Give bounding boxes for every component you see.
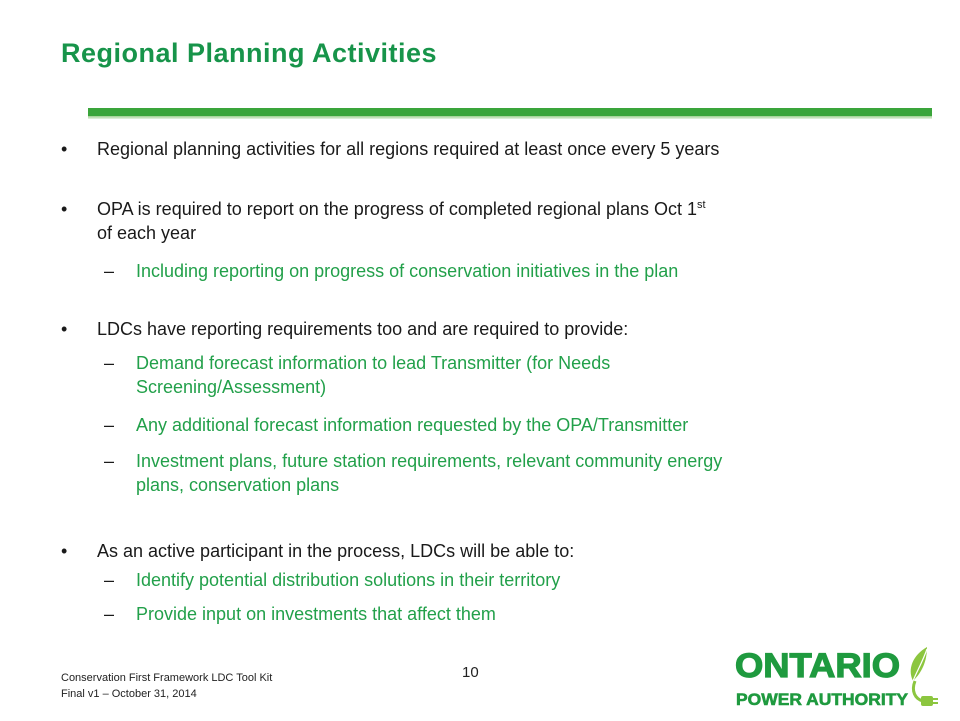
logo-wordmark-ontario: ONTARIO [735, 647, 900, 685]
page-number: 10 [462, 664, 479, 681]
sub-bullet-text-line2: Screening/Assessment) [136, 377, 327, 397]
sub-bullet-item [104, 351, 944, 399]
sub-bullet-item [104, 449, 944, 497]
dash-marker: – [104, 261, 115, 281]
logo-graphic [735, 641, 945, 716]
dash-marker: – [104, 415, 115, 435]
bullet-text: Regional planning activities for all regions required at least once every 5 years [97, 139, 720, 159]
bullet-item [61, 317, 941, 341]
bullet-marker: • [61, 319, 68, 339]
sub-bullet-item [104, 568, 944, 592]
leaf-plug-icon [911, 647, 938, 706]
dash-marker: – [104, 604, 115, 624]
bullet-text: LDCs have reporting requirements too and are required to provide: [97, 319, 629, 339]
sub-bullet-text: Any additional forecast information requested by the OPA/Transmitter [136, 415, 689, 435]
dash-marker: – [104, 451, 115, 471]
ontario-power-authority-logo [735, 641, 945, 716]
sub-bullet-text: Identify potential distribution solutions in their territory [136, 570, 561, 590]
sub-bullet-text-line1: Demand forecast information to lead Transmitter (for Needs [136, 353, 611, 373]
bullet-marker: • [61, 199, 68, 219]
bullet-item [61, 197, 941, 245]
sub-bullet-item [104, 259, 944, 283]
bullet-marker: • [61, 139, 68, 159]
sub-bullet-text: Including reporting on progress of conservation initiatives in the plan [136, 261, 679, 281]
footer [61, 670, 272, 702]
dash-marker: – [104, 570, 115, 590]
sub-bullet-text-line1: Investment plans, future station requirements, relevant community energy [136, 451, 723, 471]
bullet-text: As an active participant in the process, LDCs will be able to: [97, 541, 575, 561]
sub-bullet-text: Provide input on investments that affect them [136, 604, 496, 624]
superscript-ordinal: st [697, 199, 706, 211]
sub-bullet-item [104, 413, 944, 437]
bullet-item [61, 137, 941, 161]
slide-title: Regional Planning Activities [61, 38, 438, 68]
footer-line2: Final v1 – October 31, 2014 [61, 688, 197, 700]
footer-line1: Conservation First Framework LDC Tool Kit [61, 672, 273, 684]
sub-bullet-item [104, 602, 944, 626]
bullet-text-line1: OPA is required to report on the progress of completed regional plans Oct 1st [97, 199, 706, 219]
bullet-text-line2: of each year [97, 223, 197, 243]
logo-wordmark-power-authority: POWER AUTHORITY [736, 690, 909, 709]
dash-marker: – [104, 353, 115, 373]
bullet-marker: • [61, 541, 68, 561]
bullet-item [61, 539, 941, 563]
sub-bullet-text-line2: plans, conservation plans [136, 475, 340, 495]
